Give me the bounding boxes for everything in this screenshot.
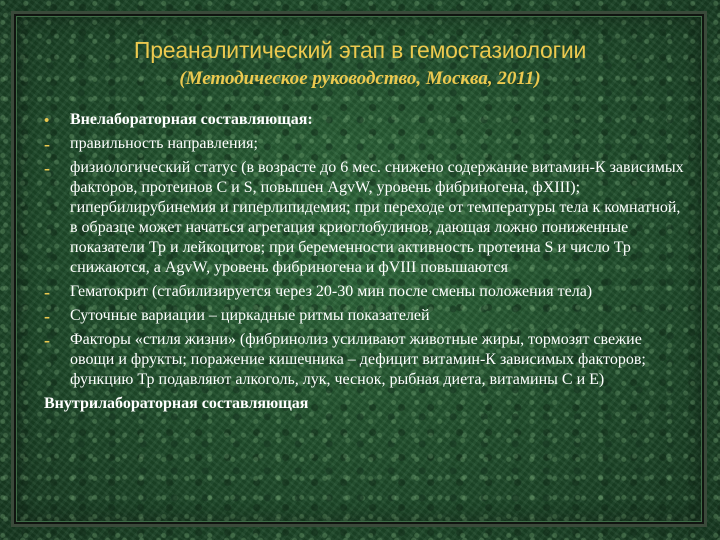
list-item [44, 306, 684, 326]
list-item-text: Гематокрит (стабилизируется через 20-30 мин после смены положения тела) [70, 283, 593, 300]
slide-title: Преаналитический этап в гемостазиологии [133, 37, 587, 63]
list-item-text: Факторы «стиля жизни» (фибринолиз усиливают животные жиры, тормозят свежие овощи и фрукты; поражение кишечника – дефицит витамин-К зависимых факторов; функцию Тр подавляют алкоголь, лук, чеснок, рыбная диета, витамины С и Е) [70, 331, 646, 388]
slide-subtitle: (Методическое руководство, Москва, 2011) [179, 68, 541, 89]
section-heading-extra-lab: Внелабораторная составляющая: [70, 111, 313, 128]
list-item [44, 282, 684, 302]
bullet-marker: • [44, 113, 50, 129]
dash-marker: - [44, 158, 50, 178]
dash-marker: - [44, 306, 50, 326]
list-item [44, 330, 684, 390]
dash-marker: - [44, 330, 50, 350]
dash-marker: - [44, 282, 50, 302]
list-item [44, 110, 684, 130]
list-item-text: Суточные вариации – циркадные ритмы показателей [70, 307, 430, 324]
list-item [44, 158, 684, 278]
list-item [44, 134, 684, 154]
slide-body [44, 110, 684, 414]
list-item-text: физиологический статус (в возрасте до 6 мес. снижено содержание витамин-К зависимых факторов, протеинов С и S, повышен AgvW, уровень фибриногена, фXIII); гипербилирубинемия и гиперлипидемия; при переходе от температуры тела к комнатной, в образце может начаться агрегация криоглобулинов, дающая ложно пониженные показатели Тр и лейкоцитов; при беременности активность протеина S и число Тр снижаются, а AgvW, уровень фибриногена и фVIII повышаются [70, 159, 684, 276]
list-item-text: правильность направления; [70, 135, 258, 152]
section-heading-intra-lab: Внутрилабораторная составляющая [44, 395, 309, 412]
dash-marker: - [44, 134, 50, 154]
